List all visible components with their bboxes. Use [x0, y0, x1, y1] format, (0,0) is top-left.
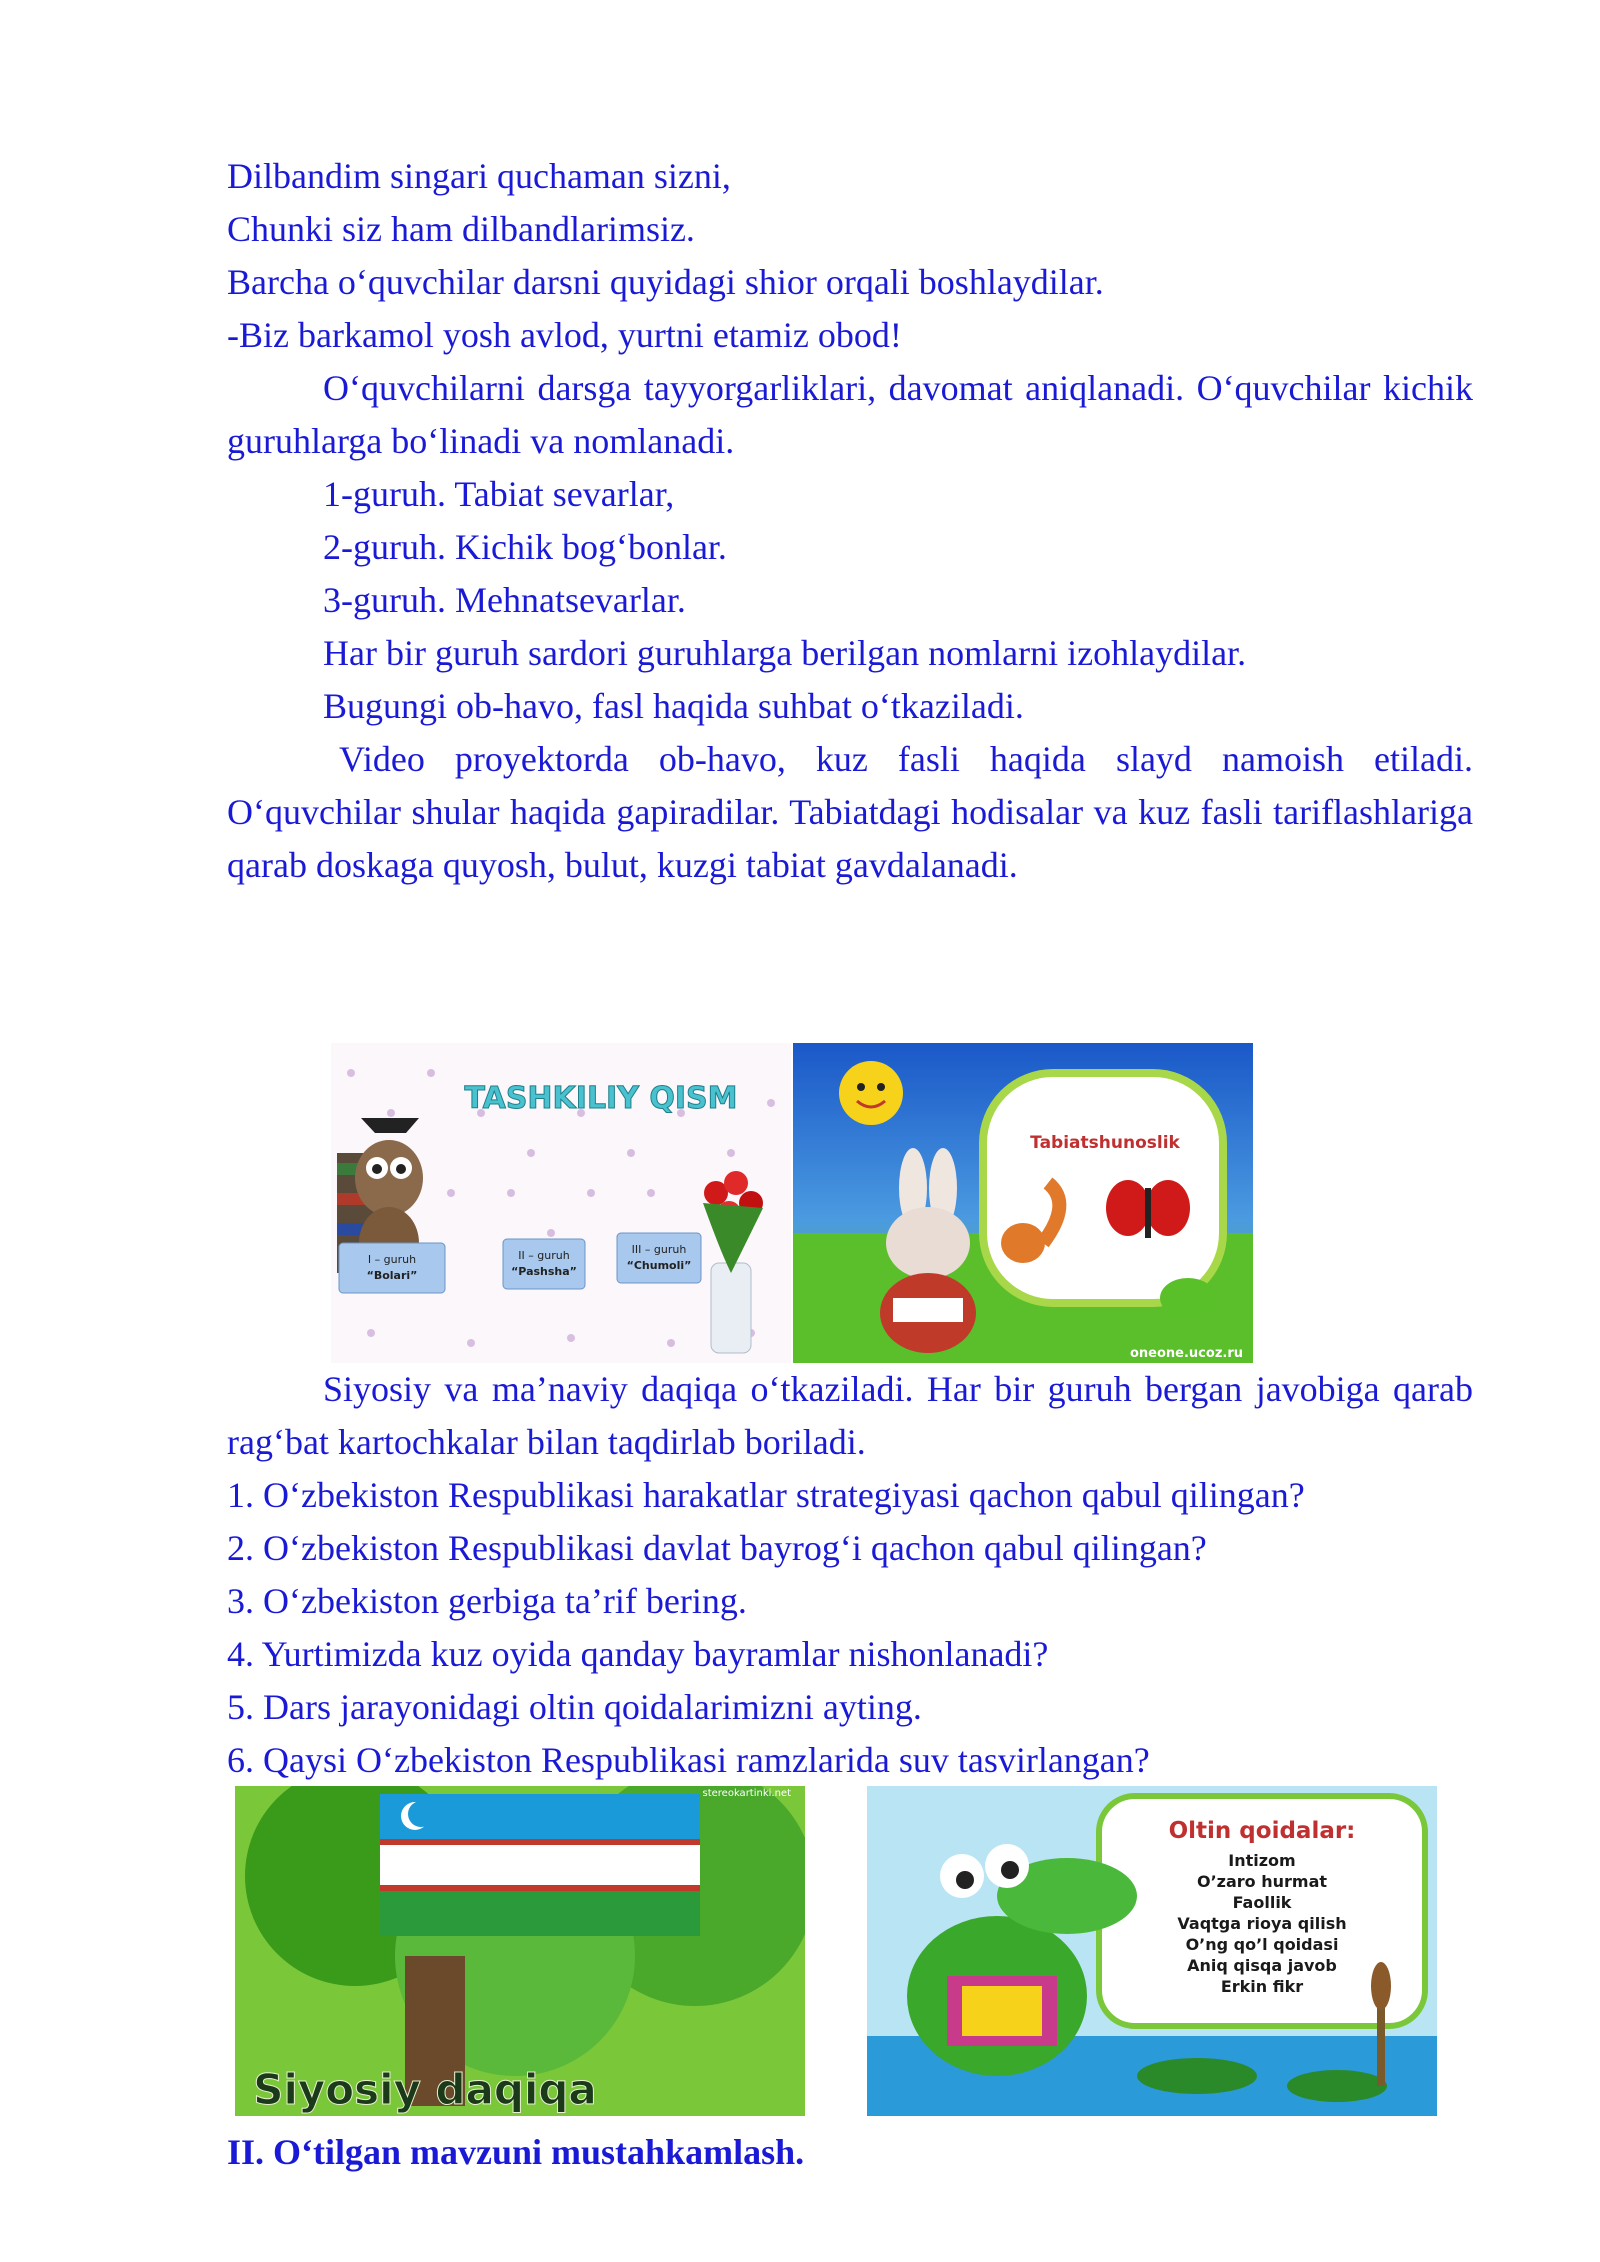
paragraph-video: Video proyektorda ob-havo, kuz fasli haqida slayd namoish etiladi. O‘quvchilar shular haqida gapiradilar. Tabiatdagi hodisalar va kuz fasli tariflashlariga qarab doskaga quyosh, bulut, kuzgi tabiat gavdalanadi. [227, 739, 1473, 885]
frog-icon [1160, 1278, 1216, 1318]
text-line: Chunki siz ham dilbandlarimsiz. [227, 209, 695, 249]
rule-item: Intizom [1228, 1851, 1296, 1870]
image3-caption: Siyosiy daqiqa [253, 2065, 597, 2114]
rule-item: Faollik [1232, 1893, 1292, 1912]
group-badge-2 [503, 1239, 585, 1289]
image1-title: TASHKILIY QISM [464, 1081, 738, 1116]
text-line: Har bir guruh sardori guruhlarga berilgan nomlarni izohlaydilar. [323, 633, 1247, 673]
group-item: 3-guruh. Mehnatsevarlar. [323, 580, 686, 620]
svg-text:“Bolari”: “Bolari” [366, 1269, 418, 1282]
siyosiy-daqiqa-image [235, 1786, 805, 2116]
text-line: Bugungi ob-havo, fasl haqida suhbat o‘tkaziladi. [323, 686, 1024, 726]
uzbekistan-flag-icon [380, 1794, 700, 1936]
butterfly-icon [1106, 1180, 1190, 1238]
section-heading: II. O‘tilgan mavzuni mustahkamlash. [227, 2132, 805, 2172]
oltin-qoidalar-image [867, 1786, 1437, 2116]
paragraph-attendance: O‘quvchilarni darsga tayyorgarliklari, davomat aniqlanadi. O‘quvchilar kichik guruhlarga bo‘linadi va nomlanadi. [227, 368, 1473, 461]
image4-title: Oltin qoidalar: [1168, 1818, 1356, 1844]
svg-text:III – guruh: III – guruh [631, 1243, 687, 1256]
rule-item: O’ng qo’l qoidasi [1185, 1935, 1339, 1954]
question-item: 4. Yurtimizda kuz oyida qanday bayramlar nishonlanadi? [227, 1634, 1049, 1674]
rule-item: Erkin fikr [1220, 1977, 1304, 1996]
question-item: 3. O‘zbekiston gerbiga ta’rif bering. [227, 1581, 747, 1621]
image2-watermark: oneone.ucoz.ru [1129, 1346, 1243, 1361]
group-badge-3 [617, 1233, 701, 1283]
tabiatshunoslik-image [793, 1043, 1253, 1363]
rule-item: O’zaro hurmat [1196, 1872, 1328, 1891]
sun-icon [839, 1061, 903, 1125]
question-item: 2. O‘zbekiston Respublikasi davlat bayrog‘i qachon qabul qilingan? [227, 1528, 1207, 1568]
question-item: 5. Dars jarayonidagi oltin qoidalarimizni ayting. [227, 1687, 922, 1727]
text-line: -Biz barkamol yosh avlod, yurtni etamiz obod! [227, 315, 902, 355]
group-item: 1-guruh. Tabiat sevarlar, [323, 474, 675, 514]
svg-text:II – guruh: II – guruh [518, 1249, 570, 1262]
image-row-1 [227, 1043, 1473, 1363]
image3-watermark: stereokartinki.net [702, 1788, 791, 1799]
svg-text:“Chumoli”: “Chumoli” [626, 1259, 692, 1272]
svg-text:I – guruh: I – guruh [367, 1253, 417, 1266]
image2-title: Tabiatshunoslik [1030, 1133, 1180, 1153]
tashkiliy-qism-image [331, 1043, 791, 1363]
paragraph-political: Siyosiy va ma’naviy daqiqa o‘tkaziladi. Har bir guruh bergan javobiga qarab rag‘bat kartochkalar bilan taqdirlab boriladi. [227, 1369, 1473, 1462]
rule-item: Vaqtga rioya qilish [1177, 1914, 1347, 1933]
group-item: 2-guruh. Kichik bog‘bonlar. [323, 527, 727, 567]
text-line: Barcha o‘quvchilar darsni quyidagi shior orqali boshlaydilar. [227, 262, 1104, 302]
question-item: 6. Qaysi O‘zbekiston Respublikasi ramzlarida suv tasvirlangan? [227, 1740, 1150, 1780]
document-page [227, 150, 1473, 2172]
rule-item: Aniq qisqa javob [1187, 1956, 1337, 1975]
text-line: Dilbandim singari quchaman sizni, [227, 156, 731, 196]
image-row-2 [227, 1786, 1473, 2122]
group-badge-1 [339, 1243, 445, 1293]
question-item: 1. O‘zbekiston Respublikasi harakatlar strategiyasi qachon qabul qilingan? [227, 1475, 1305, 1515]
svg-text:“Pashsha”: “Pashsha” [511, 1265, 577, 1278]
